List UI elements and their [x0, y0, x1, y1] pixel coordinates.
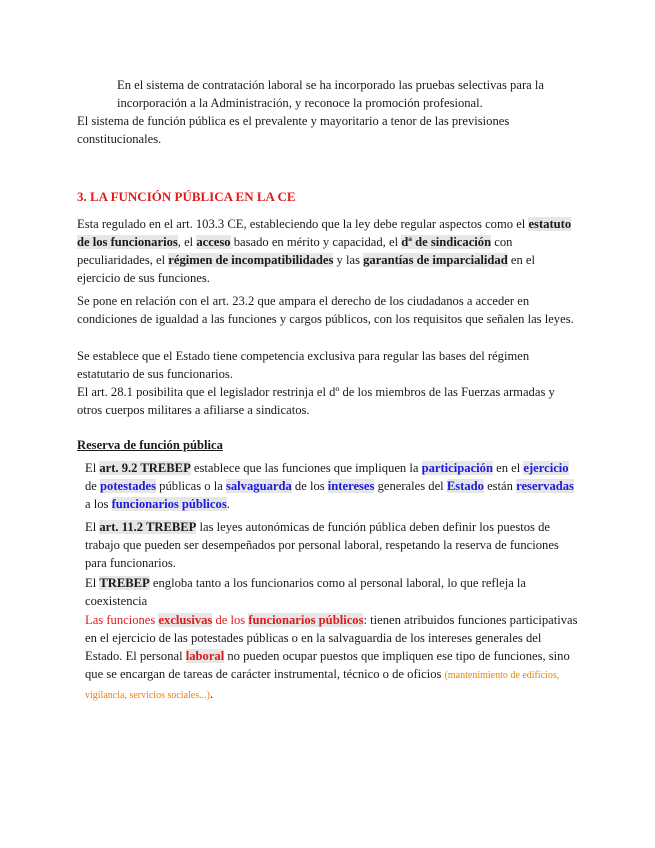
text-run: El — [85, 576, 100, 590]
blue-term: reservadas — [516, 479, 574, 493]
text-run: están — [483, 479, 517, 493]
red-text: Las funciones — [85, 613, 159, 627]
text-run: establece que las funciones que impliquen la — [190, 461, 422, 475]
blue-term: participación — [421, 461, 493, 475]
text-run: , el — [177, 235, 197, 249]
paragraph-art-9-2 — [85, 459, 579, 513]
red-text: de los — [212, 613, 249, 627]
highlight-term: régimen de incompatibilidades — [168, 253, 334, 267]
subheading-reserva: Reserva de función pública — [77, 438, 223, 452]
text-run: de los — [291, 479, 328, 493]
text-run: y las — [333, 253, 364, 267]
paragraph-art-23: Se pone en relación con el art. 23.2 que ampara el derecho de los ciudadanos a acceder en condiciones de igualdad a las funciones y cargos públicos, con los requisitos que señalen las leyes. — [77, 294, 574, 326]
blue-term: Estado — [446, 479, 484, 493]
text-run: basado en mérito y capacidad, el — [230, 235, 402, 249]
paragraph-contratacion-laboral: En el sistema de contratación laboral se ha incorporado las pruebas selectivas para la incorporación a la Administración, y reconoce la promoción profesional. — [117, 78, 544, 110]
text-run: . — [209, 687, 214, 701]
blue-term: funcionarios públicos — [111, 497, 227, 511]
text-run: El — [85, 520, 100, 534]
paragraph-sistema-funcion-publica: El sistema de función pública es el prevalente y mayoritario a tenor de las previsiones constitucionales. — [77, 114, 510, 146]
paragraph-art-11-2 — [85, 518, 579, 572]
highlight-term: acceso — [196, 235, 231, 249]
highlight-term: art. 9.2 TREBEP — [99, 461, 191, 475]
text-run: El — [85, 461, 100, 475]
blue-term: potestades — [100, 479, 157, 493]
text-run: de — [85, 479, 101, 493]
red-term: funcionarios públicos — [248, 613, 364, 627]
blue-term: salvaguarda — [225, 479, 292, 493]
highlight-term: TREBEP — [99, 576, 150, 590]
red-term: laboral — [185, 649, 225, 663]
paragraph-competencia-estado: Se establece que el Estado tiene competencia exclusiva para regular las bases del régimen estatutario de sus funcionarios. — [77, 349, 530, 381]
section-heading: 3. LA FUNCIÓN PÚBLICA EN LA CE — [77, 189, 296, 204]
text-run: en el ejercicio de sus funciones. — [77, 253, 536, 285]
text-run: no pueden ocupar puestos que impliquen ese tipo de funciones, sino que se encargan de tareas de carácter instrumental, técnico o de oficios — [85, 649, 570, 681]
blue-term: intereses — [327, 479, 375, 493]
highlight-term: dª de sindicación — [401, 235, 492, 249]
text-run: con peculiaridades, el — [77, 235, 513, 267]
paragraph-trebep — [85, 574, 579, 610]
paragraph-art-28: El art. 28.1 posibilita que el legislador restrinja el dº de los miembros de las Fuerzas armadas y otros cuerpos militares a afiliarse a sindicatos. — [77, 385, 555, 417]
paragraph-art-103 — [77, 215, 577, 287]
text-run: las leyes autonómicas de función pública deben definir los puestos de trabajo que pueden ser desempeñados por personal laboral, respetando la reserva de funciones para funcionarios. — [85, 520, 559, 570]
red-term: exclusivas — [158, 613, 213, 627]
text-run: públicas o la — [156, 479, 226, 493]
blue-term: ejercicio — [523, 461, 569, 475]
text-run: engloba tanto a los funcionarios como al personal laboral, lo que refleja la coexistencia — [85, 576, 527, 608]
text-run: a los — [85, 497, 112, 511]
text-run: generales del — [374, 479, 447, 493]
highlight-term: art. 11.2 TREBEP — [99, 520, 197, 534]
orange-note: (mantenimiento de edificios, vigilancia, servicios sociales...) — [85, 670, 560, 701]
paragraph-funciones-exclusivas — [85, 611, 579, 705]
text-run: en el — [492, 461, 524, 475]
highlight-term: estatuto de los funcionarios — [77, 217, 572, 249]
text-run: : tienen atribuidos funciones participativas en el ejercicio de las potestades públicas o en la salvaguardia de los intereses generales del Estado. El personal — [85, 613, 578, 663]
highlight-term: garantías de imparcialidad — [363, 253, 508, 267]
text-run: Esta regulado en el art. 103.3 CE, estableciendo que la ley debe regular aspectos como el — [77, 217, 529, 231]
text-run: . — [226, 497, 230, 511]
